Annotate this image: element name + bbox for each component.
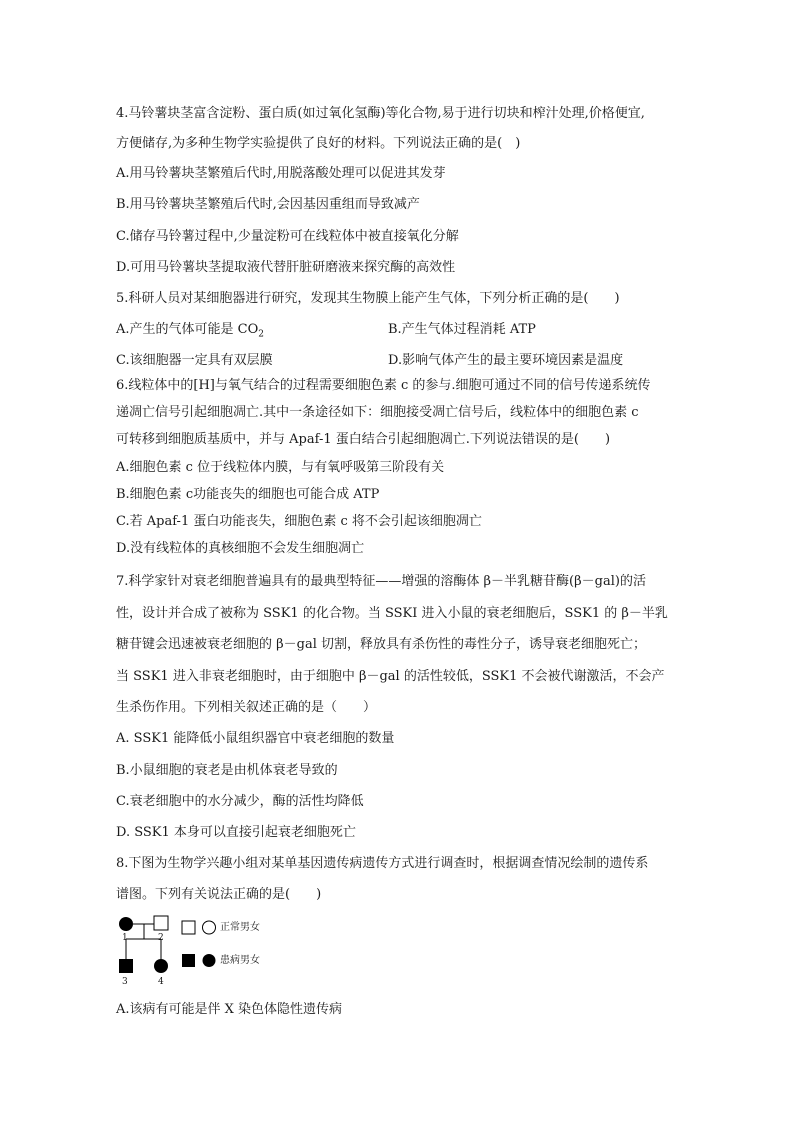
- q4-option-d: D.可用马铃薯块茎提取液代替肝脏研磨液来探究酶的高效性: [116, 260, 456, 275]
- q6-option-d: D.没有线粒体的真核细胞不会发生细胞凋亡: [116, 541, 365, 556]
- q6-option-a: A.细胞色素 c 位于线粒体内膜，与有氧呼吸第三阶段有关: [116, 460, 445, 475]
- legend-normal-label: 正常男女: [220, 922, 260, 933]
- legend-affected-female-symbol: [203, 954, 216, 967]
- legend-affected-label: 患病男女: [220, 955, 260, 966]
- q5-option-c: C.该细胞器一定具有双层膜: [116, 353, 273, 368]
- q5-option-d: D.影响气体产生的最主要环境因素是温度: [388, 353, 624, 368]
- q7-option-a: A. SSK1 能降低小鼠组织器官中衰老细胞的数量: [116, 731, 395, 746]
- q8-stem-line2: 谱图。下列有关说法正确的是( ): [116, 887, 322, 902]
- q7-stem-line4: 当 SSK1 进入非衰老细胞时，由于细胞中 β－gal 的活性较低，SSK1 不会被代谢激活，不会产: [116, 669, 665, 684]
- q5-option-a-subscript: 2: [258, 329, 264, 340]
- q6-option-b: B.细胞色素 c功能丧失的细胞也可能合成 ATP: [116, 487, 380, 502]
- q5-option-b: B.产生气体过程消耗 ATP: [388, 322, 536, 337]
- q6-stem-line3: 可转移到细胞质基质中，并与 Apaf-1 蛋白结合引起细胞凋亡.下列说法错误的是( ): [116, 432, 611, 447]
- q7-option-b: B.小鼠细胞的衰老是由机体衰老导致的: [116, 763, 338, 778]
- q6-stem-line2: 递凋亡信号引起细胞凋亡.其中一条途径如下：细胞接受凋亡信号后，线粒体中的细胞色素 c: [116, 405, 639, 420]
- q7-stem-line2: 性，设计并合成了被称为 SSK1 的化合物。当 SSKI 进入小鼠的衰老细胞后，SSK1 的 β－半乳: [116, 606, 668, 621]
- q4-option-c: C.储存马铃薯过程中,少量淀粉可在线粒体中被直接氧化分解: [116, 229, 459, 244]
- q6-stem-line1: 6.线粒体中的[H]与氧气结合的过程需要细胞色素 c 的参与.细胞可通过不同的信号传递系统传: [116, 378, 651, 393]
- q6-option-c: C.若 Apaf-1 蛋白功能丧失，细胞色素 c 将不会引起该细胞凋亡: [116, 514, 482, 529]
- q8-option-a: A.该病有可能是伴 X 染色体隐性遗传病: [116, 1002, 343, 1017]
- q5-option-a: [116, 322, 264, 338]
- individual-3-affected-male: [119, 959, 133, 973]
- q4-stem-line1: 4.马铃薯块茎富含淀粉、蛋白质(如过氧化氢酶)等化合物,易于进行切块和榨汁处理,价格便宜,: [116, 106, 645, 121]
- q4-stem-line2: 方便储存,为多种生物学实验提供了良好的材料。下列说法正确的是( ): [116, 136, 521, 151]
- individual-1-affected-female: [119, 917, 133, 931]
- legend-affected-male-symbol: [182, 954, 195, 967]
- individual-2-normal-male: [154, 916, 168, 930]
- q4-option-a: A.用马铃薯块茎繁殖后代时,用脱落酸处理可以促进其发芽: [116, 166, 446, 181]
- q7-stem-line5: 生杀伤作用。下列相关叙述正确的是（ ）: [116, 700, 377, 715]
- q7-stem-line3: 糖苷键会迅速被衰老细胞的 β－gal 切割，释放具有杀伤性的毒性分子，诱导衰老细胞死亡；: [116, 637, 647, 652]
- q7-option-d: D. SSK1 本身可以直接引起衰老细胞死亡: [116, 825, 356, 840]
- q5-option-a-text: A.产生的气体可能是 CO: [116, 322, 259, 337]
- q7-stem-line1: 7.科学家针对衰老细胞普遍具有的最典型特征——增强的溶酶体 β－半乳糖苷酶(β－gal)的活: [116, 574, 646, 589]
- individual-4-affected-female: [154, 959, 168, 973]
- pedigree-diagram: [116, 908, 286, 988]
- q4-option-b: B.用马铃薯块茎繁殖后代时,会因基因重组而导致减产: [116, 197, 420, 212]
- pedigree-svg: [116, 908, 286, 988]
- label-individual-4: 4: [158, 977, 164, 987]
- label-individual-3: 3: [122, 977, 128, 987]
- q7-option-c: C.衰老细胞中的水分减少，酶的活性均降低: [116, 794, 364, 809]
- q5-stem: 5.科研人员对某细胞器进行研究，发现其生物膜上能产生气体，下列分析正确的是( ): [116, 291, 620, 306]
- label-individual-1: 1: [122, 933, 128, 943]
- legend-normal-male-symbol: [182, 921, 195, 934]
- label-individual-2: 2: [158, 933, 164, 943]
- legend-normal-female-symbol: [203, 921, 216, 934]
- q8-stem-line1: 8.下图为生物学兴趣小组对某单基因遗传病遗传方式进行调查时，根据调查情况绘制的遗传系: [116, 856, 649, 871]
